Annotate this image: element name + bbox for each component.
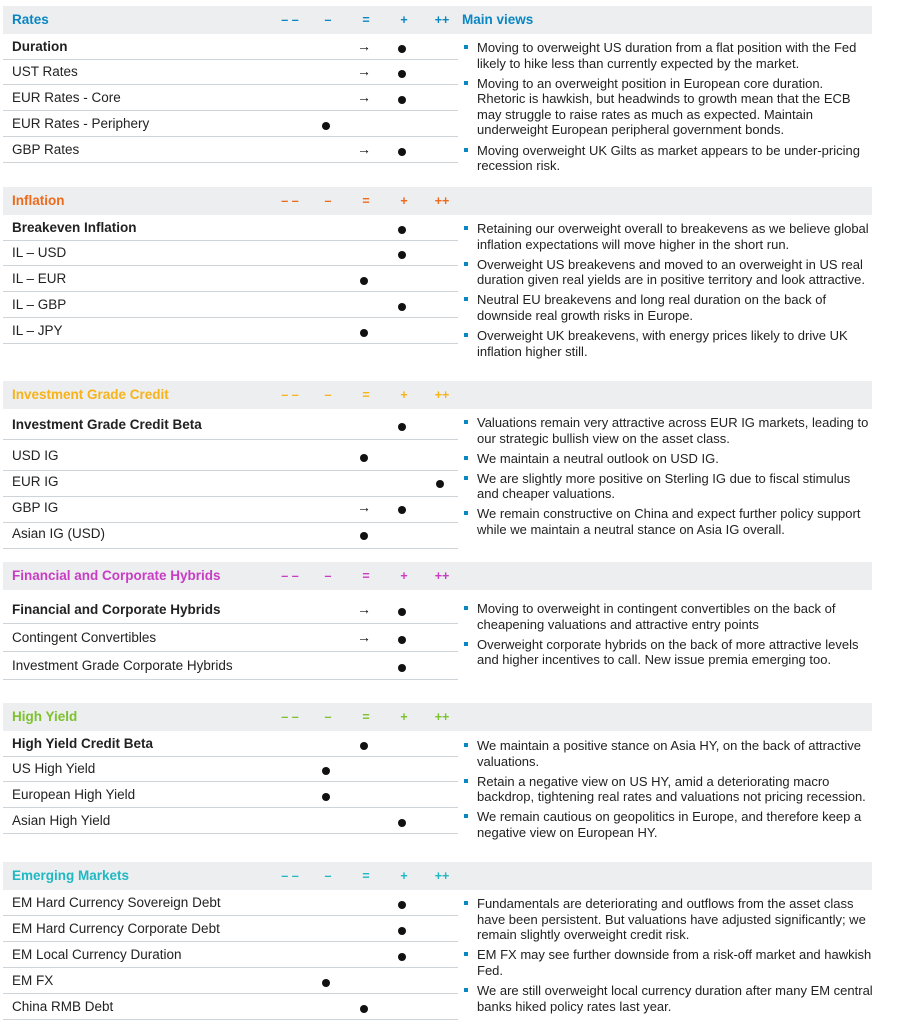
- arrow-right-icon: →: [357, 89, 371, 105]
- view-bullet: We remain constructive on China and expect further policy support while we maintain a neutral stance on Asia IG overall.: [462, 506, 874, 537]
- row-label: High Yield Credit Beta: [12, 736, 154, 751]
- row-label: Duration: [12, 39, 68, 54]
- main-views-list: [462, 40, 874, 178]
- view-bullet: Overweight UK breakevens, with energy prices likely to drive UK inflation higher still.: [462, 328, 874, 359]
- section-title: Emerging Markets: [12, 868, 130, 883]
- scale-label: – –: [281, 869, 299, 883]
- position-dot-icon: [316, 788, 336, 804]
- table-row: [3, 782, 458, 808]
- view-bullet: Fundamentals are deteriorating and outflows from the asset class have been persistent. But valuations have adjusted significantly; we remain slightly overweight credit risk.: [462, 896, 874, 943]
- view-bullet: Retain a negative view on US HY, amid a deteriorating macro backdrop, tightening real rates and valuations not pricing recession.: [462, 774, 874, 805]
- view-bullet: We remain cautious on geopolitics in Europe, and therefore keep a negative view on European HY.: [462, 809, 874, 840]
- position-dot-icon: [392, 221, 412, 237]
- position-dot-icon: [354, 449, 374, 465]
- dot-icon: [322, 122, 330, 130]
- row-label: Breakeven Inflation: [12, 220, 137, 235]
- dot-icon: [398, 953, 406, 961]
- dot-icon: [398, 608, 406, 616]
- view-bullet: Moving to an overweight position in European core duration. Rhetoric is hawkish, but headwinds to growth mean that the ECB may struggle to raise rates as much as expected. Maintain underweight European peripheral government bonds.: [462, 76, 874, 138]
- row-label: EM FX: [12, 973, 54, 988]
- scale-label: –: [324, 869, 332, 883]
- row-label: China RMB Debt: [12, 999, 114, 1014]
- table-row: [3, 652, 458, 680]
- dot-icon: [398, 423, 406, 431]
- view-bullet: We are slightly more positive on Sterling IG due to fiscal stimulus and cheaper valuations.: [462, 471, 874, 502]
- scale-label: =: [362, 569, 370, 583]
- scale-label: ++: [434, 710, 450, 724]
- position-dot-icon: [392, 948, 412, 964]
- table-row: [3, 994, 458, 1020]
- dot-icon: [398, 664, 406, 672]
- row-label: USD IG: [12, 448, 59, 463]
- table-row: [3, 596, 458, 624]
- dot-icon: [322, 767, 330, 775]
- scale-label: ++: [434, 13, 450, 27]
- view-bullet: EM FX may see further downside from a risk-off market and hawkish Fed.: [462, 947, 874, 978]
- view-bullet: We maintain a positive stance on Asia HY, on the back of attractive valuations.: [462, 738, 874, 769]
- table-row: [3, 916, 458, 942]
- scale-label: ++: [434, 388, 450, 402]
- dot-icon: [398, 226, 406, 234]
- section-header-high-yield: [3, 703, 872, 731]
- scale-label: =: [362, 869, 370, 883]
- position-dot-icon: [392, 659, 412, 675]
- row-label: GBP IG: [12, 500, 59, 515]
- scale-label: –: [324, 569, 332, 583]
- table-row: [3, 292, 458, 318]
- position-dot-icon: [392, 40, 412, 56]
- row-label: Investment Grade Corporate Hybrids: [12, 658, 233, 673]
- section-title: High Yield: [12, 709, 78, 724]
- table-row: [3, 266, 458, 292]
- position-dot-icon: [316, 762, 336, 778]
- section-title: Investment Grade Credit: [12, 387, 169, 402]
- row-label: EUR IG: [12, 474, 59, 489]
- scale-label: – –: [281, 388, 299, 402]
- dot-icon: [398, 45, 406, 53]
- section-header-emerging-markets: [3, 862, 872, 890]
- arrow-right-icon: →: [357, 141, 371, 157]
- position-dot-icon: [392, 246, 412, 262]
- position-dot-icon: [392, 501, 412, 517]
- dot-icon: [398, 70, 406, 78]
- main-views-list: [462, 738, 874, 845]
- table-row: [3, 111, 458, 137]
- dot-icon: [398, 303, 406, 311]
- dot-icon: [398, 927, 406, 935]
- row-label: IL – EUR: [12, 271, 67, 286]
- row-label: IL – USD: [12, 245, 67, 260]
- view-bullet: Retaining our overweight overall to breakevens as we believe global inflation expectations will move higher in the short run.: [462, 221, 874, 252]
- dot-icon: [322, 793, 330, 801]
- main-views-title: Main views: [462, 12, 534, 27]
- position-dot-icon: [392, 65, 412, 81]
- position-dot-icon: [354, 527, 374, 543]
- table-row: [3, 410, 458, 440]
- arrow-right-icon: →: [357, 601, 371, 617]
- scale-label: +: [400, 869, 408, 883]
- row-label: EM Local Currency Duration: [12, 947, 182, 962]
- position-dot-icon: [430, 475, 450, 491]
- view-bullet: We maintain a neutral outlook on USD IG.: [462, 451, 874, 467]
- row-label: Asian High Yield: [12, 813, 111, 828]
- arrow-right-icon: →: [357, 629, 371, 645]
- row-label: UST Rates: [12, 64, 78, 79]
- position-dot-icon: [392, 143, 412, 159]
- dot-icon: [398, 506, 406, 514]
- scale-label: +: [400, 710, 408, 724]
- position-dot-icon: [392, 814, 412, 830]
- dot-icon: [398, 148, 406, 156]
- table-row: [3, 756, 458, 782]
- table-row: [3, 942, 458, 968]
- dot-icon: [436, 480, 444, 488]
- section-header-financial-and-corporate-hybrids: [3, 562, 872, 590]
- table-row: [3, 624, 458, 652]
- position-dot-icon: [392, 418, 412, 434]
- main-views-list: [462, 415, 874, 542]
- scale-label: =: [362, 13, 370, 27]
- dot-icon: [360, 742, 368, 750]
- scale-label: ++: [434, 569, 450, 583]
- position-dot-icon: [316, 974, 336, 990]
- position-dot-icon: [316, 117, 336, 133]
- dot-icon: [398, 819, 406, 827]
- dot-icon: [360, 532, 368, 540]
- section-header-rates: [3, 6, 872, 34]
- section-title: Inflation: [12, 193, 65, 208]
- section-title: Rates: [12, 12, 49, 27]
- table-row: [3, 59, 458, 85]
- row-label: US High Yield: [12, 761, 96, 776]
- scale-label: ++: [434, 194, 450, 208]
- table-row: [3, 318, 458, 344]
- position-dot-icon: [354, 737, 374, 753]
- scale-label: –: [324, 194, 332, 208]
- row-label: EM Hard Currency Corporate Debt: [12, 921, 220, 936]
- row-label: Investment Grade Credit Beta: [12, 417, 202, 432]
- scale-label: =: [362, 388, 370, 402]
- row-label: GBP Rates: [12, 142, 80, 157]
- section-header-investment-grade-credit: [3, 381, 872, 409]
- position-dot-icon: [392, 922, 412, 938]
- main-views-list: [462, 601, 874, 672]
- arrow-right-icon: →: [357, 63, 371, 79]
- dot-icon: [360, 329, 368, 337]
- position-dot-icon: [392, 298, 412, 314]
- dot-icon: [398, 636, 406, 644]
- position-dot-icon: [392, 631, 412, 647]
- main-views-list: [462, 221, 874, 364]
- table-row: [3, 240, 458, 266]
- scale-label: – –: [281, 13, 299, 27]
- dot-icon: [398, 96, 406, 104]
- scale-label: =: [362, 710, 370, 724]
- dot-icon: [398, 901, 406, 909]
- view-bullet: Overweight corporate hybrids on the back of more attractive levels and higher incentives to call. New issue premia emerging too.: [462, 637, 874, 668]
- row-label: Contingent Convertibles: [12, 630, 157, 645]
- position-dot-icon: [354, 324, 374, 340]
- view-bullet: Moving to overweight in contingent convertibles on the back of cheapening valuations and attractive entry points: [462, 601, 874, 632]
- position-dot-icon: [392, 91, 412, 107]
- scale-label: +: [400, 388, 408, 402]
- row-label: European High Yield: [12, 787, 136, 802]
- table-row: [3, 34, 458, 60]
- scale-label: +: [400, 13, 408, 27]
- scale-label: +: [400, 194, 408, 208]
- arrow-right-icon: →: [357, 38, 371, 54]
- view-bullet: Valuations remain very attractive across EUR IG markets, leading to our strategic bullish view on the asset class.: [462, 415, 874, 446]
- position-dot-icon: [392, 896, 412, 912]
- table-row: [3, 519, 458, 549]
- position-dot-icon: [354, 1000, 374, 1016]
- scale-label: – –: [281, 569, 299, 583]
- scale-label: +: [400, 569, 408, 583]
- table-row: [3, 215, 458, 241]
- view-bullet: Overweight US breakevens and moved to an overweight in US real duration given real yields are in positive territory and look attractive.: [462, 257, 874, 288]
- view-bullet: Moving overweight UK Gilts as market appears to be under-pricing recession risk.: [462, 143, 874, 174]
- scale-label: – –: [281, 194, 299, 208]
- dot-icon: [360, 277, 368, 285]
- row-label: IL – GBP: [12, 297, 67, 312]
- scale-label: –: [324, 388, 332, 402]
- row-label: Financial and Corporate Hybrids: [12, 602, 221, 617]
- row-label: EM Hard Currency Sovereign Debt: [12, 895, 221, 910]
- row-label: IL – JPY: [12, 323, 63, 338]
- position-dot-icon: [354, 272, 374, 288]
- section-header-inflation: [3, 187, 872, 215]
- main-views-list: [462, 896, 874, 1019]
- dot-icon: [360, 454, 368, 462]
- scale-label: ++: [434, 869, 450, 883]
- scale-label: – –: [281, 710, 299, 724]
- table-row: [3, 731, 458, 757]
- dot-icon: [322, 979, 330, 987]
- row-label: Asian IG (USD): [12, 526, 106, 541]
- position-dot-icon: [392, 603, 412, 619]
- view-bullet: We are still overweight local currency duration after many EM central banks hiked policy rates last year.: [462, 983, 874, 1014]
- table-row: [3, 137, 458, 163]
- view-bullet: Neutral EU breakevens and long real duration on the back of downside real growth risks in Europe.: [462, 292, 874, 323]
- arrow-right-icon: →: [357, 499, 371, 515]
- dot-icon: [360, 1005, 368, 1013]
- table-row: [3, 85, 458, 111]
- table-row: [3, 968, 458, 994]
- scale-label: –: [324, 13, 332, 27]
- row-label: EUR Rates - Core: [12, 90, 121, 105]
- table-row: [3, 890, 458, 916]
- section-title: Financial and Corporate Hybrids: [12, 568, 221, 583]
- dot-icon: [398, 251, 406, 259]
- row-label: EUR Rates - Periphery: [12, 116, 150, 131]
- scale-label: –: [324, 710, 332, 724]
- view-bullet: Moving to overweight US duration from a flat position with the Fed likely to hike less than currently expected by the market.: [462, 40, 874, 71]
- scale-label: =: [362, 194, 370, 208]
- table-row: [3, 808, 458, 834]
